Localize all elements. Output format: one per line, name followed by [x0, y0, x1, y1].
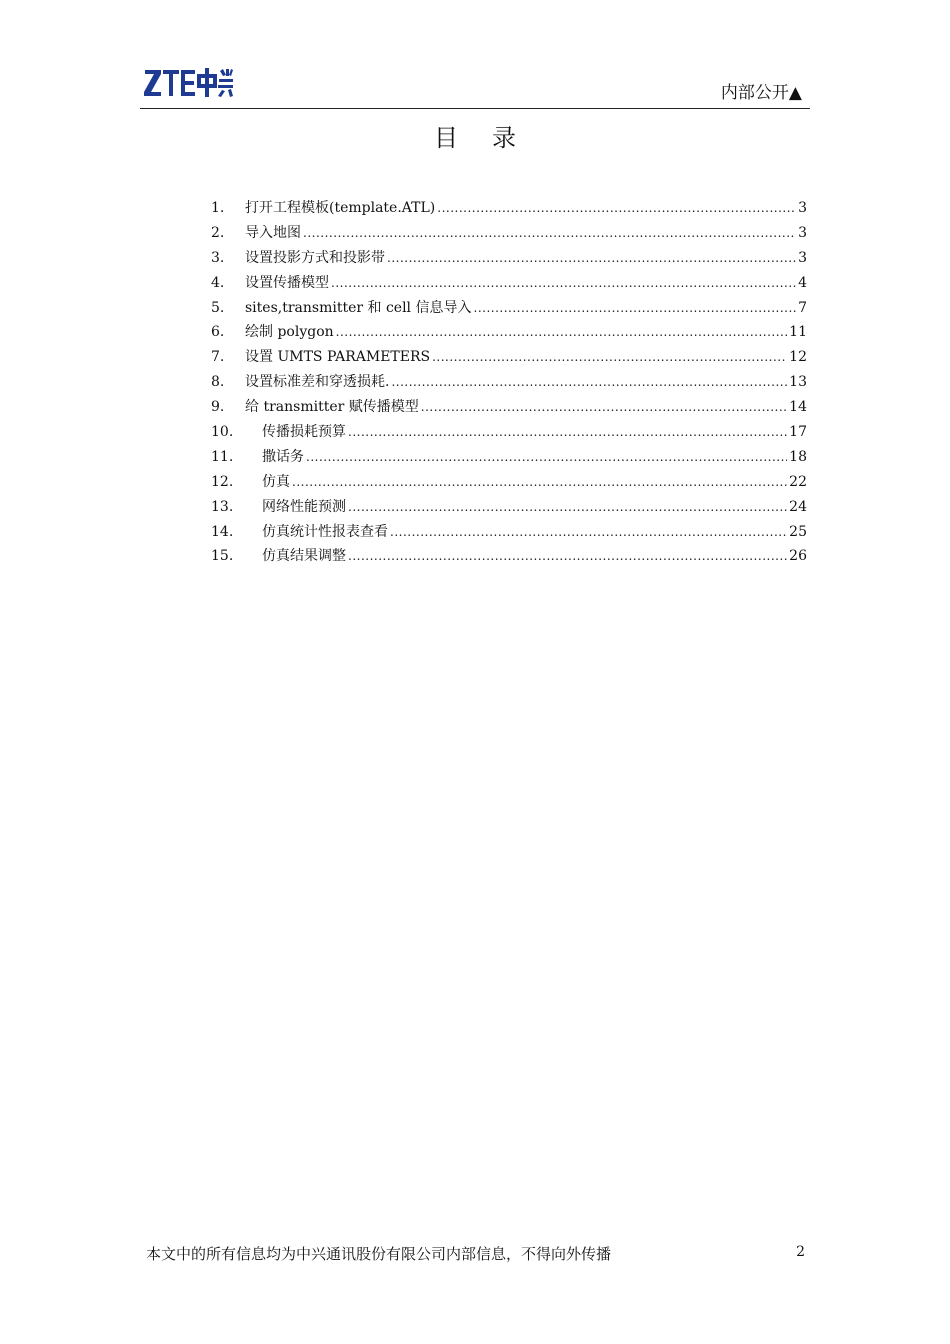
toc-entry-title: 导入地图: [245, 224, 301, 241]
toc-entry-number: 10.: [211, 424, 234, 441]
toc-entry-title: 绘制 polygon: [245, 324, 334, 341]
toc-entry[interactable]: [211, 495, 807, 520]
toc-entry-title: sites,transmitter 和 cell 信息导入: [245, 299, 472, 316]
toc-entry[interactable]: [211, 445, 807, 470]
toc-dot-leader: [336, 320, 788, 345]
toc-entry-title: 设置传播模型: [245, 274, 329, 291]
toc-entry-page: 25: [789, 523, 807, 540]
toc-dot-leader: [437, 196, 796, 221]
toc-entry-title: 传播损耗预算: [262, 424, 346, 441]
classification-label: 内部公开▲: [720, 83, 802, 103]
toc-entry-title: 撒话务: [262, 448, 304, 465]
toc-dot-leader: [348, 420, 787, 445]
toc-entry-page: 17: [789, 424, 807, 441]
toc-entry-number: 3.: [211, 249, 225, 266]
toc-dot-leader: [391, 370, 787, 395]
toc-entry-number: 6.: [211, 324, 225, 341]
toc-entry-title: 设置标准差和穿透损耗.: [245, 374, 390, 391]
toc-entry-page: 3: [798, 200, 807, 216]
toc-entry-number: 14.: [211, 523, 234, 540]
toc-dot-leader: [474, 296, 797, 321]
toc-entry-page: 18: [789, 448, 807, 465]
toc-entry[interactable]: [211, 271, 807, 296]
toc-entry-page: 13: [789, 374, 807, 391]
toc-entry-number: 13.: [211, 498, 234, 515]
toc-dot-leader: [303, 221, 796, 246]
toc-entry[interactable]: [211, 296, 807, 321]
toc-entry-number: 11.: [211, 448, 234, 465]
toc-entry-number: 2.: [211, 224, 225, 241]
toc-entry[interactable]: [211, 395, 807, 420]
page-number: 2: [796, 1244, 805, 1260]
table-of-contents: [211, 196, 807, 569]
toc-entry-page: 3: [798, 224, 807, 241]
toc-entry-title: 仿真统计性报表查看: [262, 523, 388, 540]
toc-entry-number: 8.: [211, 374, 225, 391]
toc-entry-page: 14: [789, 399, 807, 416]
toc-entry-page: 12: [789, 349, 807, 366]
toc-entry-page: 26: [789, 548, 807, 565]
toc-entry[interactable]: [211, 320, 807, 345]
toc-entry-number: 9.: [211, 399, 225, 416]
toc-entry-title: 设置 UMTS PARAMETERS: [245, 349, 431, 366]
toc-entry-number: 5.: [211, 299, 225, 316]
footer-confidentiality-note: 本文中的所有信息均为中兴通讯股份有限公司内部信息，不得向外传播: [146, 1245, 612, 1263]
toc-entry-number: 12.: [211, 473, 234, 490]
toc-dot-leader: [306, 445, 787, 470]
toc-dot-leader: [387, 246, 796, 271]
toc-entry[interactable]: [211, 221, 807, 246]
toc-entry-page: 11: [789, 324, 807, 341]
zte-logo: [143, 66, 233, 100]
toc-entry-page: 4: [798, 274, 807, 291]
toc-entry-title: 打开工程模板(template.ATL): [245, 200, 436, 216]
toc-entry[interactable]: [211, 246, 807, 271]
toc-entry-number: 1.: [211, 200, 225, 216]
toc-entry[interactable]: [211, 520, 807, 545]
toc-entry-title: 仿真: [262, 473, 290, 490]
toc-entry-title: 网络性能预测: [262, 498, 346, 515]
toc-entry[interactable]: [211, 196, 807, 221]
toc-entry[interactable]: [211, 544, 807, 569]
toc-dot-leader: [390, 520, 787, 545]
toc-entry-number: 4.: [211, 274, 225, 291]
toc-entry-title: 设置投影方式和投影带: [245, 249, 385, 266]
toc-entry-page: 7: [798, 299, 807, 316]
page-header: [140, 66, 810, 109]
toc-entry[interactable]: [211, 370, 807, 395]
page-title: 目录: [434, 124, 550, 152]
toc-dot-leader: [331, 271, 796, 296]
toc-entry-title: 仿真结果调整: [262, 548, 346, 565]
toc-entry-page: 22: [789, 473, 807, 490]
toc-entry-page: 24: [789, 498, 807, 515]
toc-entry-number: 15.: [211, 548, 234, 565]
toc-entry-title: 给 transmitter 赋传播模型: [245, 399, 419, 416]
toc-entry[interactable]: [211, 470, 807, 495]
toc-dot-leader: [292, 470, 787, 495]
toc-entry[interactable]: [211, 345, 807, 370]
toc-entry-number: 7.: [211, 349, 225, 366]
toc-dot-leader: [432, 345, 787, 370]
toc-dot-leader: [421, 395, 787, 420]
toc-entry-page: 3: [798, 249, 807, 266]
toc-dot-leader: [348, 495, 787, 520]
toc-entry[interactable]: [211, 420, 807, 445]
toc-dot-leader: [348, 544, 787, 569]
